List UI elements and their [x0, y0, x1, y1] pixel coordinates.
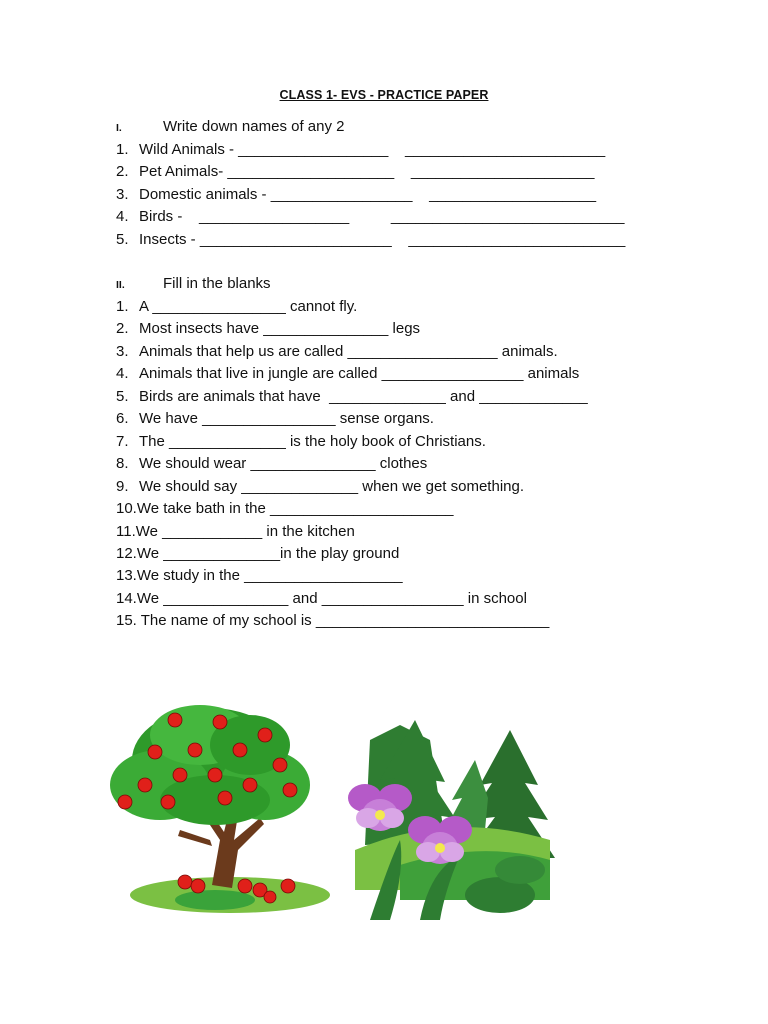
- item-text: A ________________ cannot fly.: [139, 298, 358, 315]
- item-text: 10.We take bath in the ______________________: [116, 500, 454, 517]
- item-number: 7.: [116, 433, 129, 450]
- section-2-item: [116, 320, 420, 338]
- section-2-item: [116, 545, 399, 563]
- item-number: 2.: [116, 163, 129, 180]
- item-number: 4.: [116, 208, 129, 225]
- item-text: 11.We ____________ in the kitchen: [116, 523, 355, 540]
- item-text: We have ________________ sense organs.: [139, 410, 434, 427]
- item-text: Pet Animals- ____________________ ______________________: [139, 163, 595, 180]
- item-number: 6.: [116, 410, 129, 427]
- item-number: 1.: [116, 141, 129, 158]
- section-1-title: Write down names of any 2: [163, 118, 345, 135]
- item-text: We should wear _______________ clothes: [139, 455, 428, 472]
- section-2-item: [116, 590, 527, 608]
- item-text: Most insects have _______________ legs: [139, 320, 421, 337]
- item-number: 4.: [116, 365, 129, 382]
- section-2-item: [116, 433, 486, 451]
- section-1-roman: I.: [116, 122, 122, 134]
- item-text: Birds are animals that have ______________ and _____________: [139, 388, 588, 405]
- item-text: We should say ______________ when we get something.: [139, 478, 524, 495]
- section-2-item: [116, 298, 357, 316]
- item-text: 12.We ______________in the play ground: [116, 545, 400, 562]
- section-2-item: [116, 500, 454, 518]
- item-text: The ______________ is the holy book of Christians.: [139, 433, 486, 450]
- section-2-item: [116, 410, 434, 428]
- page-title: CLASS 1- EVS - PRACTICE PAPER: [279, 88, 489, 102]
- nature-illustration: [100, 690, 560, 930]
- section-1-item: [116, 186, 596, 204]
- item-number: 3.: [116, 343, 129, 360]
- section-2-item: [116, 455, 427, 473]
- item-number: 2.: [116, 320, 129, 337]
- item-text: 15. The name of my school is ____________________________: [116, 612, 550, 629]
- forest-flowers-icon: [348, 720, 555, 920]
- item-text: Wild Animals - __________________ ________________________: [139, 141, 606, 158]
- item-number: 8.: [116, 455, 129, 472]
- section-1-item: [116, 163, 594, 181]
- item-text: Animals that help us are called __________________ animals.: [139, 343, 558, 360]
- item-text: Animals that live in jungle are called _________________ animals: [139, 365, 580, 382]
- section-1-item: [116, 141, 605, 159]
- section-2-item: [116, 523, 355, 541]
- item-number: 5.: [116, 388, 129, 405]
- section-2-roman: II.: [116, 279, 125, 291]
- item-text: Domestic animals - _________________ ____________________: [139, 186, 597, 203]
- section-1-item: [116, 208, 624, 226]
- section-1-item: [116, 231, 625, 249]
- item-number: 3.: [116, 186, 129, 203]
- item-number: 5.: [116, 231, 129, 248]
- section-2-item: [116, 478, 524, 496]
- item-text: 14.We _______________ and _________________ in school: [116, 590, 527, 607]
- item-text: Insects - _______________________ __________________________: [139, 231, 626, 248]
- section-2-item: [116, 612, 549, 630]
- item-text: Birds - __________________ ____________________________: [139, 208, 625, 225]
- section-2-item: [116, 567, 403, 585]
- section-2-item: [116, 343, 558, 361]
- section-2-item: [116, 388, 588, 406]
- apple-tree-icon: [110, 705, 330, 913]
- section-2-item: [116, 365, 579, 383]
- item-number: 9.: [116, 478, 129, 495]
- section-1-heading: [116, 118, 344, 135]
- item-number: 1.: [116, 298, 129, 315]
- section-2-heading: [116, 275, 271, 292]
- section-2-title: Fill in the blanks: [163, 275, 271, 292]
- item-text: 13.We study in the ___________________: [116, 567, 403, 584]
